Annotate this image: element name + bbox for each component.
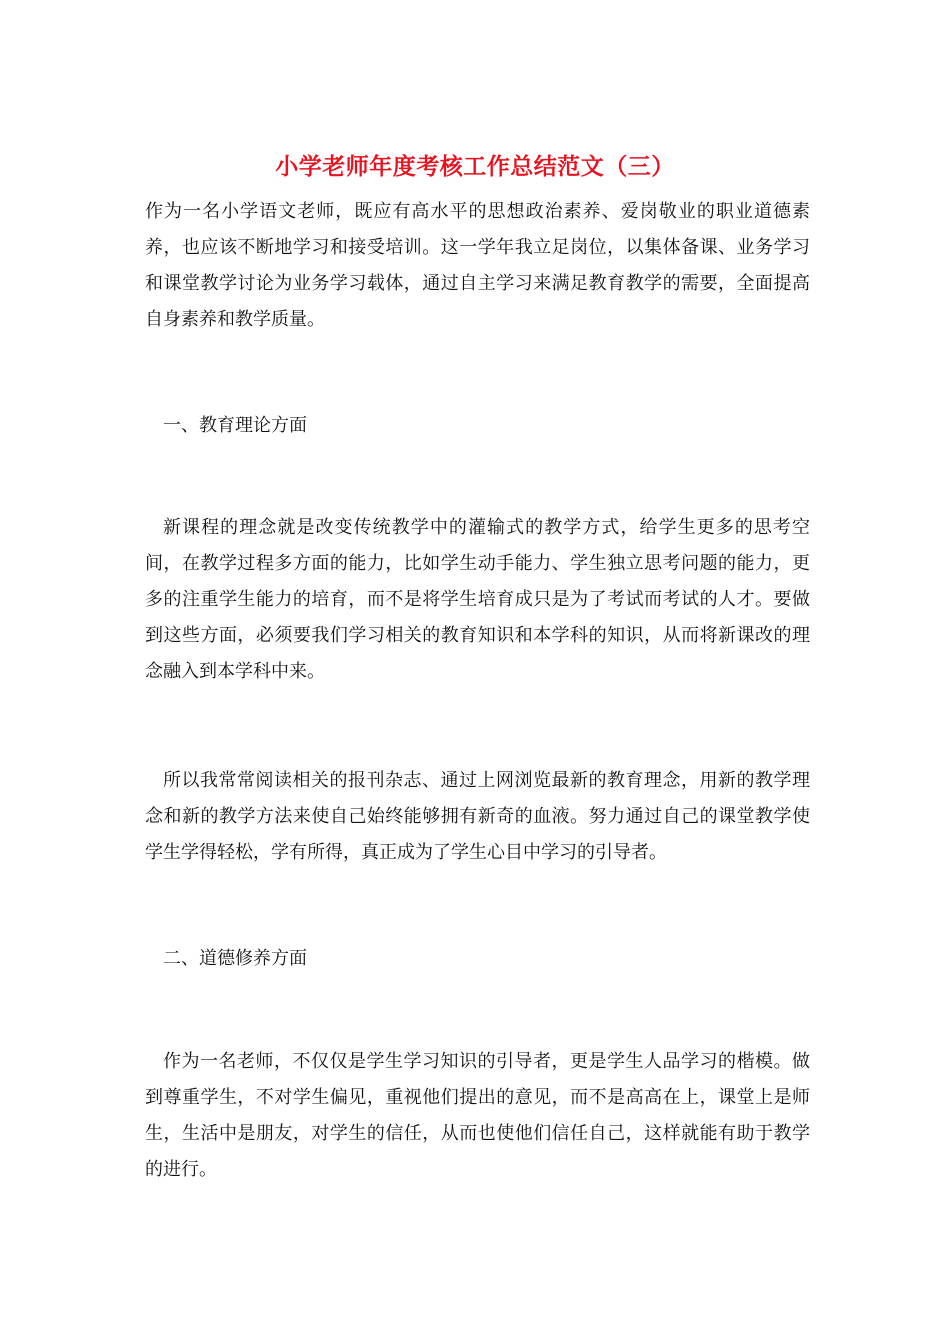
section-1-paragraph-1: 新课程的理念就是改变传统教学中的灌输式的教学方式，给学生更多的思考空间，在教学过程多方面的能力，比如学生动手能力、学生独立思考问题的能力，更多的注重学生能力的培育，而不是将学生培育成只是为了考试而考试的人才。要做到这些方面，必须要我们学习相关的教育知识和本学科的知识，从而将新课改的理念融入到本学科中来。	[145, 517, 810, 682]
section-2-heading: 二、道德修养方面	[163, 948, 307, 969]
section-1-heading: 一、教育理论方面	[163, 415, 307, 436]
section-1-paragraph-2: 所以我常常阅读相关的报刊杂志、通过上网浏览最新的教育理念，用新的教学理念和新的教学方法来使自己始终能够拥有新奇的血液。努力通过自己的课堂教学使学生学得轻松，学有所得，真正成为了学生心目中学习的引导者。	[145, 770, 810, 863]
document-title: 小学老师年度考核工作总结范文（三）	[275, 153, 675, 180]
section-2-paragraph-1: 作为一名老师，不仅仅是学生学习知识的引导者，更是学生人品学习的楷模。做到尊重学生，不对学生偏见，重视他们提出的意见，而不是高高在上，课堂上是师生，生活中是朋友，对学生的信任，从而也使他们信任自己，这样就能有助于教学的进行。	[145, 1051, 810, 1180]
intro-paragraph: 作为一名小学语文老师，既应有高水平的思想政治素养、爱岗敬业的职业道德素养，也应该不断地学习和接受培训。这一学年我立足岗位，以集体备课、业务学习和课堂教学讨论为业务学习载体，通过自主学习来满足教育教学的需要，全面提高自身素养和教学质量。	[145, 201, 810, 330]
